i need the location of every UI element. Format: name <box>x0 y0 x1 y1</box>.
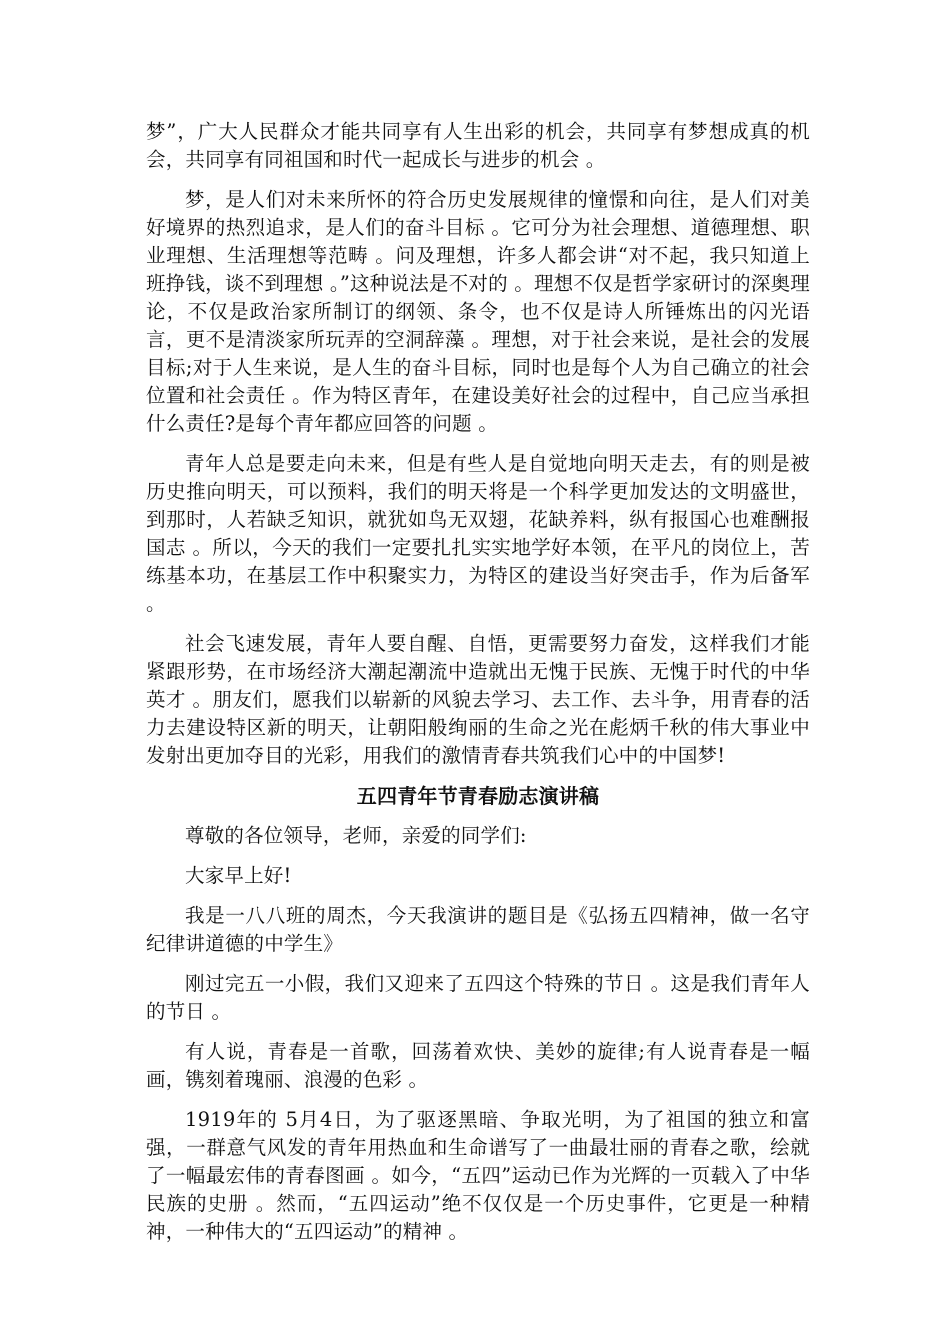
paragraph: 我是一八八班的周杰，今天我演讲的题目是《弘扬五四精神，做一名守纪律讲道德的中学生》 <box>146 904 810 955</box>
paragraph-continued: 梦”，广大人民群众才能共同享有人生出彩的机会，共同享有梦想成真的机会，共同享有同祖国和时代一起成长与进步的机会 。 <box>146 120 810 171</box>
paragraph: 大家早上好! <box>185 864 292 887</box>
paragraph: 梦，是人们对未来所怀的符合历史发展规律的憧憬和向往，是人们对美好境界的热烈追求，是人们的奋斗目标 。它可分为社会理想、道德理想、职业理想、生活理想等范畴 。问及理想，许多人都会讲“对不起，我只知道上班挣钱，谈不到理想 。”这种说法是不对的 。理想不仅是哲学家研讨的深奥理论，不仅是政治家所制订的纲领、条令，也不仅是诗人所锤炼出的闪光语言，更不是清淡家所玩弄的空洞辞藻 。理想，对于社会来说，是社会的发展目标;对于人生来说，是人生的奋斗目标，同时也是每个人为自己确立的社会位置和社会责任 。作为特区青年，在建设美好社会的过程中，自己应当承担什么责任?是每个青年都应回答的问题 。 <box>146 188 810 435</box>
paragraph: 青年人总是要走向未来，但是有些人是自觉地向明天走去，有的则是被历史推向明天，可以预料，我们的明天将是一个科学更加发达的文明盛世，到那时，人若缺乏知识，就犹如鸟无双翅，花缺养料，纵有报国心也难酬报国志 。所以，今天的我们一定要扎扎实实地学好本领，在平凡的岗位上，苦练基本功，在基层工作中积聚实力，为特区的建设当好突击手，作为后备军 。 <box>146 452 810 615</box>
paragraph: 有人说，青春是一首歌，回荡着欢快、美妙的旋律;有人说青春是一幅画，镌刻着瑰丽、浪漫的色彩 。 <box>146 1040 810 1091</box>
paragraph: 社会飞速发展，青年人要自醒、自悟，更需要努力奋发，这样我们才能紧跟形势，在市场经济大潮起潮流中造就出无愧于民族、无愧于时代的中华英才 。朋友们，愿我们以崭新的风貌去学习、去工作、去斗争，用青春的活力去建设特区新的明天，让朝阳般绚丽的生命之光在彪炳千秋的伟大事业中发射出更加夺目的光彩，用我们的激情青春共筑我们心中的中国梦! <box>146 632 810 767</box>
speech-title: 五四青年节青春励志演讲稿 <box>356 784 600 808</box>
paragraph: 刚过完五一小假，我们又迎来了五四这个特殊的节日 。这是我们青年人的节日 。 <box>146 972 810 1023</box>
paragraph: 尊敬的各位领导，老师，亲爱的同学们: <box>185 824 527 847</box>
paragraph: 1919年的 5月4日，为了驱逐黑暗、争取光明，为了祖国的独立和富强，一群意气风发的青年用热血和生命谱写了一曲最壮丽的青春之歌，绘就了一幅最宏伟的青春图画 。如今，“五四”运动已作为光辉的一页载入了中华民族的史册 。然而，“五四运动”绝不仅仅是一个历史事件，它更是一种精神，一种伟大的“五四运动”的精神 。 <box>146 1108 810 1243</box>
document-page <box>146 118 810 1258</box>
